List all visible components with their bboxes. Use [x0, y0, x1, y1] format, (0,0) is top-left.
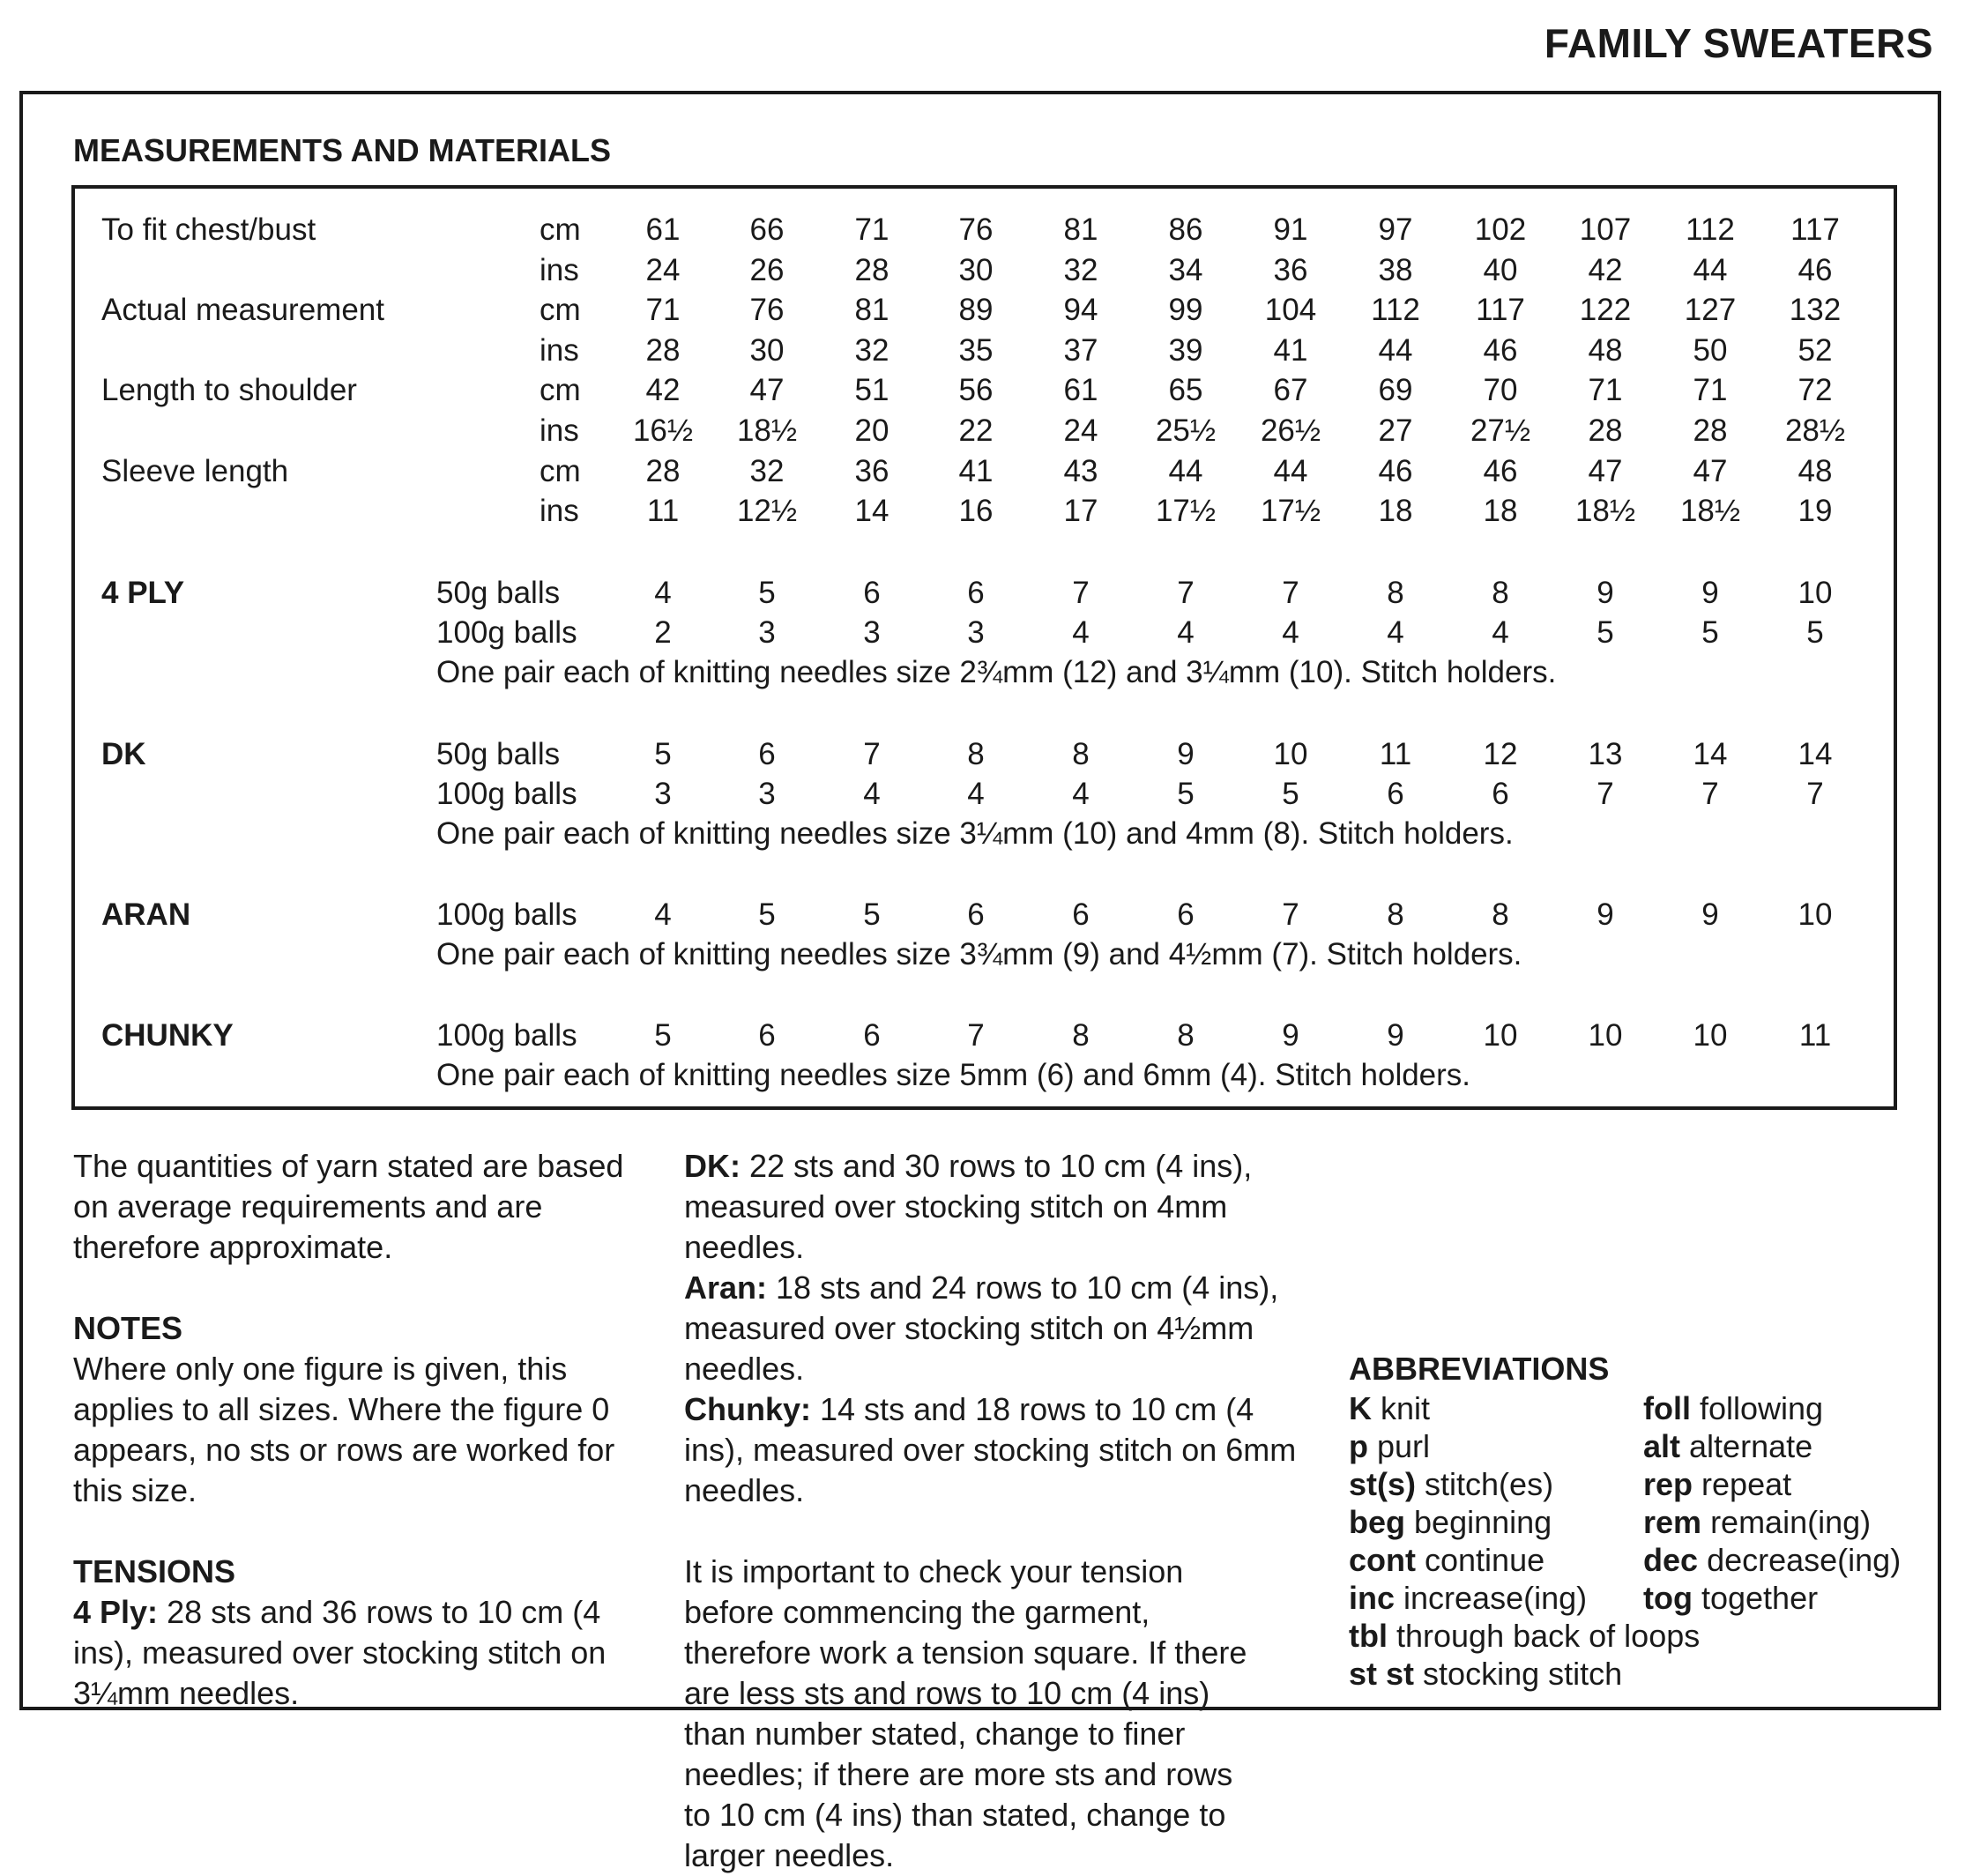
abbreviation-meaning: increase(ing)	[1403, 1580, 1588, 1616]
table-cell: 18	[1483, 494, 1518, 528]
table-cell: 122	[1579, 293, 1632, 327]
table-cell: 3	[758, 777, 776, 811]
abbreviation-item	[1643, 1541, 1934, 1579]
table-cell: 10	[1798, 576, 1833, 610]
column-right	[1349, 1349, 1931, 1693]
measurement-row	[0, 331, 1965, 371]
tension-name: Aran:	[684, 1269, 768, 1306]
abbreviation-term: dec	[1643, 1542, 1699, 1578]
measurement-row	[0, 250, 1965, 291]
table-cell: 76	[749, 293, 785, 327]
needles-text: One pair each of knitting needles size 3¼mm (10) and 4mm (8). Stitch holders.	[436, 816, 1514, 851]
table-cell: 81	[854, 293, 889, 327]
table-cell: 40	[1483, 253, 1518, 287]
table-cell: 7	[1806, 777, 1824, 811]
tension-name: DK:	[684, 1148, 741, 1184]
table-cell: 12	[1483, 737, 1518, 771]
table-cell: 10	[1588, 1018, 1623, 1053]
table-cell: 56	[958, 373, 994, 407]
table-cell: 7	[967, 1018, 985, 1053]
measurement-row	[0, 290, 1965, 331]
table-cell: 28	[1588, 413, 1623, 448]
yarn-name: DK	[101, 737, 146, 771]
table-cell: 107	[1579, 212, 1632, 247]
abbreviation-term: rep	[1643, 1466, 1693, 1502]
table-cell: 46	[1378, 454, 1413, 488]
table-cell: 6	[1072, 897, 1090, 932]
yarn-unit: 100g balls	[436, 1018, 577, 1053]
table-cell: 8	[967, 737, 985, 771]
table-cell: 3	[863, 615, 881, 650]
tension-name: Chunky:	[684, 1391, 811, 1427]
table-cell: 4	[1492, 615, 1509, 650]
abbreviations-list	[1349, 1389, 1931, 1693]
table-cell: 22	[958, 413, 994, 448]
intro-text: The quantities of yarn stated are based on average requirements and are therefore approximate.	[73, 1148, 624, 1265]
table-cell: 32	[749, 454, 785, 488]
section-heading: MEASUREMENTS AND MATERIALS	[73, 132, 611, 168]
yarn-unit: 100g balls	[436, 897, 577, 932]
abbreviation-term: alt	[1643, 1428, 1681, 1464]
table-cell: 46	[1798, 253, 1833, 287]
table-cell: 11	[1798, 1018, 1832, 1053]
table-cell: 4	[1387, 615, 1404, 650]
needles-text: One pair each of knitting needles size 3¾mm (9) and 4½mm (7). Stitch holders.	[436, 937, 1522, 972]
table-cell: 4	[863, 777, 881, 811]
table-cell: 46	[1483, 454, 1518, 488]
tension-text: 22 sts and 30 rows to 10 cm (4 ins), measured over stocking stitch on 4mm needles.	[684, 1148, 1253, 1265]
yarn-row	[0, 774, 1965, 815]
abbreviation-meaning: remain(ing)	[1710, 1504, 1872, 1540]
notes-heading: NOTES	[73, 1310, 183, 1346]
abbreviation-meaning: together	[1701, 1580, 1819, 1616]
tension-text: 18 sts and 24 rows to 10 cm (4 ins), measured over stocking stitch on 4½mm needles.	[684, 1269, 1279, 1387]
measurement-row	[0, 451, 1965, 492]
abbreviation-item	[1643, 1427, 1934, 1465]
abbreviation-meaning: continue	[1425, 1542, 1545, 1578]
unit-label: ins	[540, 253, 579, 287]
table-cell: 71	[645, 293, 681, 327]
table-cell: 72	[1798, 373, 1833, 407]
table-cell: 27	[1378, 413, 1413, 448]
needles-row	[0, 934, 1965, 975]
column-middle	[684, 1146, 1301, 1876]
table-cell: 117	[1476, 293, 1525, 327]
table-cell: 67	[1273, 373, 1308, 407]
table-cell: 6	[758, 1018, 776, 1053]
needles-row	[0, 1055, 1965, 1096]
table-cell: 28	[645, 454, 681, 488]
abbreviation-meaning: repeat	[1701, 1466, 1792, 1502]
table-cell: 4	[654, 576, 672, 610]
table-cell: 9	[1701, 576, 1719, 610]
table-cell: 10	[1273, 737, 1308, 771]
table-cell: 81	[1063, 212, 1098, 247]
table-cell: 36	[1273, 253, 1308, 287]
unit-label: cm	[540, 293, 581, 327]
table-cell: 13	[1588, 737, 1623, 771]
needles-row	[0, 652, 1965, 693]
table-cell: 39	[1168, 333, 1203, 368]
measurement-label: Sleeve length	[101, 454, 289, 488]
table-cell: 5	[758, 897, 776, 932]
table-cell: 6	[1177, 897, 1195, 932]
table-cell: 6	[967, 576, 985, 610]
abbreviation-item	[1349, 1389, 1643, 1427]
abbreviation-term: st st	[1349, 1656, 1415, 1692]
table-cell: 5	[654, 737, 672, 771]
table-cell: 37	[1063, 333, 1098, 368]
unit-label: ins	[540, 413, 579, 448]
yarn-name: ARAN	[101, 897, 191, 932]
table-cell: 9	[1597, 897, 1614, 932]
table-cell: 46	[1483, 333, 1518, 368]
table-cell: 5	[1177, 777, 1195, 811]
table-cell: 97	[1378, 212, 1413, 247]
table-cell: 6	[863, 576, 881, 610]
table-cell: 51	[854, 373, 889, 407]
abbreviation-term: K	[1349, 1390, 1372, 1426]
table-cell: 18½	[1679, 494, 1741, 528]
table-cell: 6	[1492, 777, 1509, 811]
table-cell: 44	[1693, 253, 1728, 287]
table-cell: 8	[1072, 737, 1090, 771]
table-cell: 5	[1701, 615, 1719, 650]
abbreviation-term: cont	[1349, 1542, 1416, 1578]
table-cell: 44	[1273, 454, 1308, 488]
table-cell: 4	[967, 777, 985, 811]
abbreviation-meaning: stitch(es)	[1425, 1466, 1554, 1502]
measurement-label: To fit chest/bust	[101, 212, 316, 247]
yarn-row	[0, 573, 1965, 614]
measurement-label: Actual measurement	[101, 293, 384, 327]
abbreviation-meaning: through back of loops	[1396, 1618, 1701, 1654]
abbreviation-meaning: decrease(ing)	[1707, 1542, 1902, 1578]
needles-row	[0, 814, 1965, 854]
abbreviation-term: foll	[1643, 1390, 1691, 1426]
table-cell: 66	[749, 212, 785, 247]
table-cell: 8	[1387, 897, 1404, 932]
table-cell: 5	[1597, 615, 1614, 650]
table-cell: 6	[758, 737, 776, 771]
table-cell: 86	[1168, 212, 1203, 247]
table-cell: 42	[1588, 253, 1623, 287]
tension-check-text: It is important to check your tension before commencing the garment, therefore work a tension square. If there are less sts and rows to 10 cm (4 ins) than number stated, change to finer needles; if there are more sts and rows to 10 cm (4 ins) than stated, change to larger needles.	[684, 1553, 1247, 1873]
table-cell: 104	[1264, 293, 1317, 327]
table-cell: 99	[1168, 293, 1203, 327]
table-cell: 26½	[1260, 413, 1321, 448]
abbreviation-item	[1643, 1465, 1934, 1503]
abbreviation-item	[1349, 1503, 1643, 1541]
table-cell: 117	[1790, 212, 1840, 247]
table-cell: 9	[1597, 576, 1614, 610]
tension-text: 28 sts and 36 rows to 10 cm (4 ins), measured over stocking stitch on 3¼mm needles.	[73, 1594, 607, 1711]
tension-item	[684, 1268, 1301, 1389]
table-cell: 14	[854, 494, 889, 528]
table-cell: 4	[1177, 615, 1195, 650]
table-cell: 89	[958, 293, 994, 327]
table-cell: 35	[958, 333, 994, 368]
table-cell: 28½	[1784, 413, 1846, 448]
table-cell: 34	[1168, 253, 1203, 287]
yarn-unit: 100g balls	[436, 615, 577, 650]
table-cell: 48	[1588, 333, 1623, 368]
table-cell: 7	[1282, 576, 1299, 610]
table-cell: 61	[1063, 373, 1098, 407]
table-cell: 42	[645, 373, 681, 407]
table-cell: 5	[1282, 777, 1299, 811]
yarn-unit: 100g balls	[436, 777, 577, 811]
table-cell: 7	[1072, 576, 1090, 610]
abbreviation-item	[1349, 1541, 1643, 1579]
unit-label: cm	[540, 454, 581, 488]
table-cell: 6	[1387, 777, 1404, 811]
table-cell: 32	[854, 333, 889, 368]
yarn-unit: 50g balls	[436, 576, 561, 610]
table-cell: 17½	[1155, 494, 1217, 528]
page-title: FAMILY SWEATERS	[1544, 20, 1933, 66]
table-cell: 18½	[1574, 494, 1636, 528]
table-cell: 65	[1168, 373, 1203, 407]
table-cell: 69	[1378, 373, 1413, 407]
yarn-name: CHUNKY	[101, 1018, 234, 1053]
measurement-row	[0, 370, 1965, 411]
tension-text: 14 sts and 18 rows to 10 cm (4 ins), measured over stocking stitch on 6mm needles.	[684, 1391, 1297, 1508]
abbreviation-term: p	[1349, 1428, 1368, 1464]
table-cell: 17	[1063, 494, 1098, 528]
table-cell: 32	[1063, 253, 1098, 287]
abbreviation-term: tog	[1643, 1580, 1693, 1616]
table-cell: 7	[1597, 777, 1614, 811]
table-cell: 27½	[1470, 413, 1531, 448]
abbreviation-item	[1349, 1579, 1643, 1617]
table-cell: 28	[645, 333, 681, 368]
table-cell: 7	[863, 737, 881, 771]
table-cell: 50	[1693, 333, 1728, 368]
table-cell: 76	[958, 212, 994, 247]
table-cell: 3	[758, 615, 776, 650]
abbreviation-term: rem	[1643, 1504, 1702, 1540]
table-cell: 11	[646, 494, 680, 528]
tension-item	[73, 1592, 655, 1714]
table-cell: 41	[1273, 333, 1308, 368]
table-cell: 70	[1483, 373, 1518, 407]
table-cell: 44	[1168, 454, 1203, 488]
table-cell: 8	[1177, 1018, 1195, 1053]
unit-label: cm	[540, 212, 581, 247]
table-cell: 94	[1063, 293, 1098, 327]
table-cell: 6	[967, 897, 985, 932]
table-cell: 44	[1378, 333, 1413, 368]
table-cell: 30	[958, 253, 994, 287]
abbreviation-meaning: following	[1700, 1390, 1824, 1426]
table-cell: 52	[1798, 333, 1833, 368]
table-cell: 10	[1483, 1018, 1518, 1053]
table-cell: 91	[1273, 212, 1308, 247]
table-cell: 43	[1063, 454, 1098, 488]
table-cell: 48	[1798, 454, 1833, 488]
tension-name: 4 Ply:	[73, 1594, 159, 1630]
table-cell: 17½	[1260, 494, 1321, 528]
abbreviation-item	[1643, 1579, 1934, 1617]
table-cell: 71	[1588, 373, 1623, 407]
table-cell: 41	[958, 454, 994, 488]
table-cell: 26	[749, 253, 785, 287]
table-cell: 127	[1684, 293, 1737, 327]
measurement-row	[0, 411, 1965, 451]
abbreviation-item	[1349, 1655, 1934, 1693]
abbreviations-heading: ABBREVIATIONS	[1349, 1351, 1610, 1387]
abbreviation-item	[1643, 1503, 1934, 1541]
yarn-row	[0, 1016, 1965, 1056]
table-cell: 10	[1693, 1018, 1728, 1053]
table-cell: 47	[1693, 454, 1728, 488]
table-cell: 71	[1693, 373, 1728, 407]
table-cell: 2	[654, 615, 672, 650]
table-cell: 12½	[736, 494, 798, 528]
needles-text: One pair each of knitting needles size 2¾mm (12) and 3¼mm (10). Stitch holders.	[436, 655, 1557, 689]
unit-label: cm	[540, 373, 581, 407]
table-cell: 5	[1806, 615, 1824, 650]
table-cell: 112	[1686, 212, 1735, 247]
table-cell: 7	[1282, 897, 1299, 932]
table-cell: 8	[1492, 576, 1509, 610]
table-cell: 4	[1072, 777, 1090, 811]
abbreviation-term: inc	[1349, 1580, 1396, 1616]
table-cell: 18	[1378, 494, 1413, 528]
column-left	[73, 1146, 655, 1714]
tensions-heading: TENSIONS	[73, 1553, 236, 1589]
abbreviation-meaning: purl	[1377, 1428, 1431, 1464]
table-cell: 7	[1177, 576, 1195, 610]
table-cell: 25½	[1155, 413, 1217, 448]
yarn-row	[0, 613, 1965, 653]
table-cell: 24	[645, 253, 681, 287]
table-cell: 4	[1072, 615, 1090, 650]
table-cell: 6	[863, 1018, 881, 1053]
table-cell: 3	[654, 777, 672, 811]
table-cell: 28	[854, 253, 889, 287]
table-cell: 4	[1282, 615, 1299, 650]
abbreviation-item	[1349, 1427, 1643, 1465]
table-cell: 20	[854, 413, 889, 448]
table-cell: 5	[758, 576, 776, 610]
table-cell: 61	[645, 212, 681, 247]
abbreviation-term: tbl	[1349, 1618, 1388, 1654]
abbreviation-item	[1643, 1389, 1934, 1427]
table-cell: 7	[1701, 777, 1719, 811]
yarn-row	[0, 734, 1965, 775]
table-cell: 5	[654, 1018, 672, 1053]
table-cell: 47	[749, 373, 785, 407]
tension-item	[684, 1146, 1301, 1268]
measurement-label: Length to shoulder	[101, 373, 357, 407]
table-cell: 10	[1798, 897, 1833, 932]
table-cell: 38	[1378, 253, 1413, 287]
yarn-unit: 50g balls	[436, 737, 561, 771]
table-cell: 8	[1492, 897, 1509, 932]
abbreviation-term: st(s)	[1349, 1466, 1417, 1502]
table-cell: 8	[1387, 576, 1404, 610]
table-cell: 36	[854, 454, 889, 488]
abbreviation-meaning: alternate	[1689, 1428, 1813, 1464]
unit-label: ins	[540, 333, 579, 368]
table-cell: 14	[1693, 737, 1728, 771]
table-cell: 30	[749, 333, 785, 368]
table-cell: 16½	[632, 413, 694, 448]
table-cell: 71	[854, 212, 889, 247]
table-cell: 9	[1701, 897, 1719, 932]
table-cell: 14	[1798, 737, 1833, 771]
abbreviation-term: beg	[1349, 1504, 1406, 1540]
table-cell: 9	[1282, 1018, 1299, 1053]
table-cell: 4	[654, 897, 672, 932]
abbreviation-item	[1349, 1465, 1643, 1503]
table-cell: 112	[1371, 293, 1420, 327]
table-cell: 19	[1798, 494, 1833, 528]
yarn-row	[0, 895, 1965, 935]
abbreviation-meaning: beginning	[1414, 1504, 1552, 1540]
needles-text: One pair each of knitting needles size 5mm (6) and 6mm (4). Stitch holders.	[436, 1058, 1471, 1092]
table-cell: 16	[958, 494, 994, 528]
table-cell: 132	[1789, 293, 1842, 327]
abbreviation-meaning: stocking stitch	[1423, 1656, 1623, 1692]
abbreviation-item	[1349, 1617, 1934, 1655]
table-cell: 47	[1588, 454, 1623, 488]
table-cell: 102	[1474, 212, 1527, 247]
notes-text: Where only one figure is given, this applies to all sizes. Where the figure 0 appears, no sts or rows are worked for this size.	[73, 1351, 615, 1508]
table-cell: 5	[863, 897, 881, 932]
table-cell: 28	[1693, 413, 1728, 448]
table-cell: 3	[967, 615, 985, 650]
table-cell: 24	[1063, 413, 1098, 448]
yarn-name: 4 PLY	[101, 576, 185, 610]
unit-label: ins	[540, 494, 579, 528]
measurement-row	[0, 491, 1965, 532]
tension-item	[684, 1389, 1301, 1511]
table-cell: 9	[1177, 737, 1195, 771]
measurement-row	[0, 210, 1965, 250]
abbreviation-meaning: knit	[1381, 1390, 1431, 1426]
table-cell: 9	[1387, 1018, 1404, 1053]
table-cell: 8	[1072, 1018, 1090, 1053]
table-cell: 18½	[736, 413, 798, 448]
table-cell: 11	[1379, 737, 1412, 771]
